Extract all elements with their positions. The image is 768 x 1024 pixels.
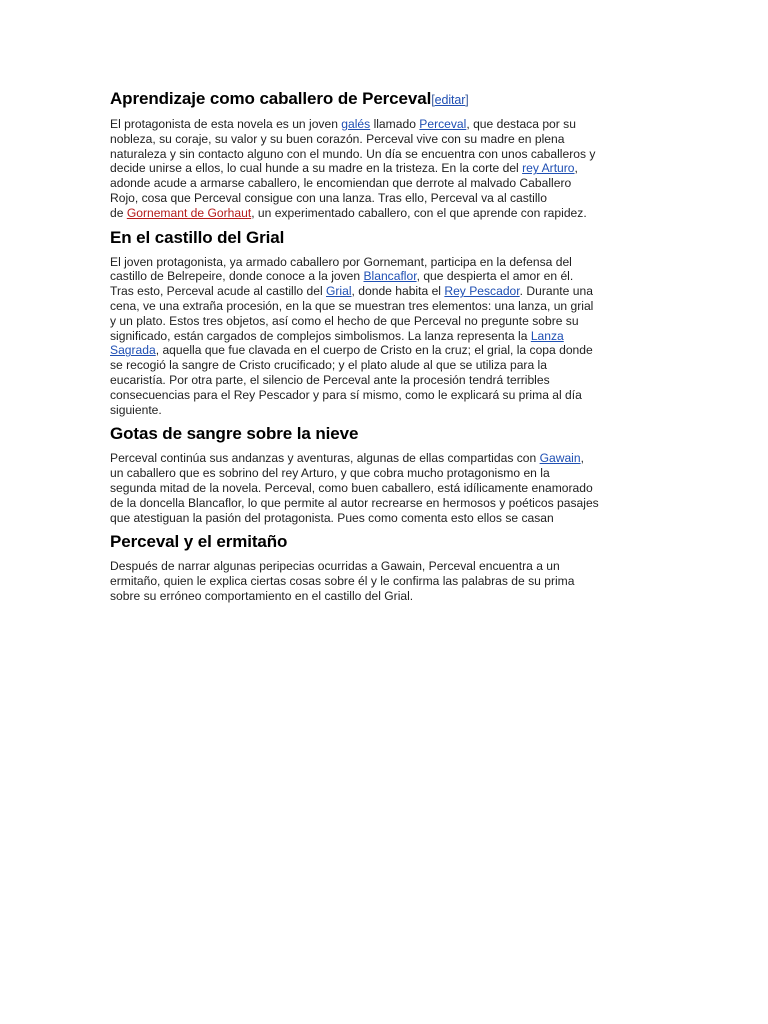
- section-paragraph: Después de narrar algunas peripecias ocurridas a Gawain, Perceval encuentra a un ermitaño, quien le explica ciertas cosas sobre él y le confirma las palabras de su prima sobre su erróneo comportamiento en el castillo del Grial.: [110, 559, 575, 603]
- section-heading: Perceval y el ermitaño: [110, 532, 288, 552]
- article-link[interactable]: Grial: [326, 284, 352, 299]
- article-link[interactable]: Rey Pescador: [444, 284, 520, 299]
- article-link[interactable]: Lanza: [530, 328, 564, 343]
- article-link[interactable]: Perceval: [419, 117, 467, 131]
- section-paragraph: El joven protagonista, ya armado caballero por Gornemant, participa en la defensa del castillo de Belrepeire, donde conoce a la joven Blancaflor, que despierta el amor en él. Tras esto, Perceval acude al castillo del Grial, donde habita el Rey Pescador. Durante una cena, ve una extraña procesión, en la que se muestran tres elementos: una lanza, un grial y un plato. Estos tres objetos, así como el hecho de que Perceval no pregunte sobre su significado, están cargados de complejos simbolismos. La lanza representa la Lanza Sagrada, aquella que fue clavada en el cuerpo de Cristo en la cruz; el grial, la copa donde se recogió la sangre de Cristo crucificado; y el plato alude al que se utiliza para la eucaristía. Por otra parte, el silencio de Perceval ante la procesión tendrá terribles consecuencias para el Rey Pescador y para sí mismo, como le explicará su prima al día siguiente.: [110, 254, 594, 417]
- missing-article-link[interactable]: Gornemant de Gorhaut: [126, 205, 252, 220]
- document-page: [110, 88, 660, 610]
- article-link[interactable]: Gawain: [539, 451, 581, 466]
- article-link[interactable]: rey Arturo: [522, 161, 575, 176]
- article-link[interactable]: Blancaflor: [363, 269, 417, 284]
- section-heading: Gotas de sangre sobre la nieve: [110, 424, 359, 444]
- section-paragraph: Perceval continúa sus andanzas y aventuras, algunas de ellas compartidas con Gawain, un caballero que es sobrino del rey Arturo, y que cobra mucho protagonismo en la segunda mitad de la novela. Perceval, como buen caballero, está idílicamente enamorado de la doncella Blancaflor, lo que permite al autor recrearse en hermosos y poéticos pasajes que atestiguan la pasión del protagonista. Pues como comenta esto ellos se casan: [110, 451, 599, 525]
- edit-section-control: [editar]: [431, 93, 469, 107]
- article-link[interactable]: Sagrada: [110, 343, 156, 358]
- article-link[interactable]: galés: [341, 117, 371, 131]
- section-heading: En el castillo del Grial: [110, 227, 285, 247]
- edit-section-link[interactable]: editar: [434, 93, 466, 107]
- section-paragraph: El protagonista de esta novela es un joven galés llamado Perceval, que destaca por su nobleza, su coraje, su valor y su buen corazón. Perceval vive con su madre en plena naturaleza y sin contacto alguno con el mundo. Un día se encuentra con unos caballeros y decide unirse a ellos, lo cual hunde a su madre en la tristeza. En la corte del rey Arturo, adonde acude a armarse caballero, le encomiendan que derrote al malvado Caballero Rojo, cosa que Perceval consigue con una lanza. Tras ello, Perceval va al castillo de Gornemant de Gorhaut, un experimentado caballero, con el que aprende con rapidez.: [110, 117, 596, 220]
- section-heading: Aprendizaje como caballero de Perceval[editar]: [110, 89, 469, 108]
